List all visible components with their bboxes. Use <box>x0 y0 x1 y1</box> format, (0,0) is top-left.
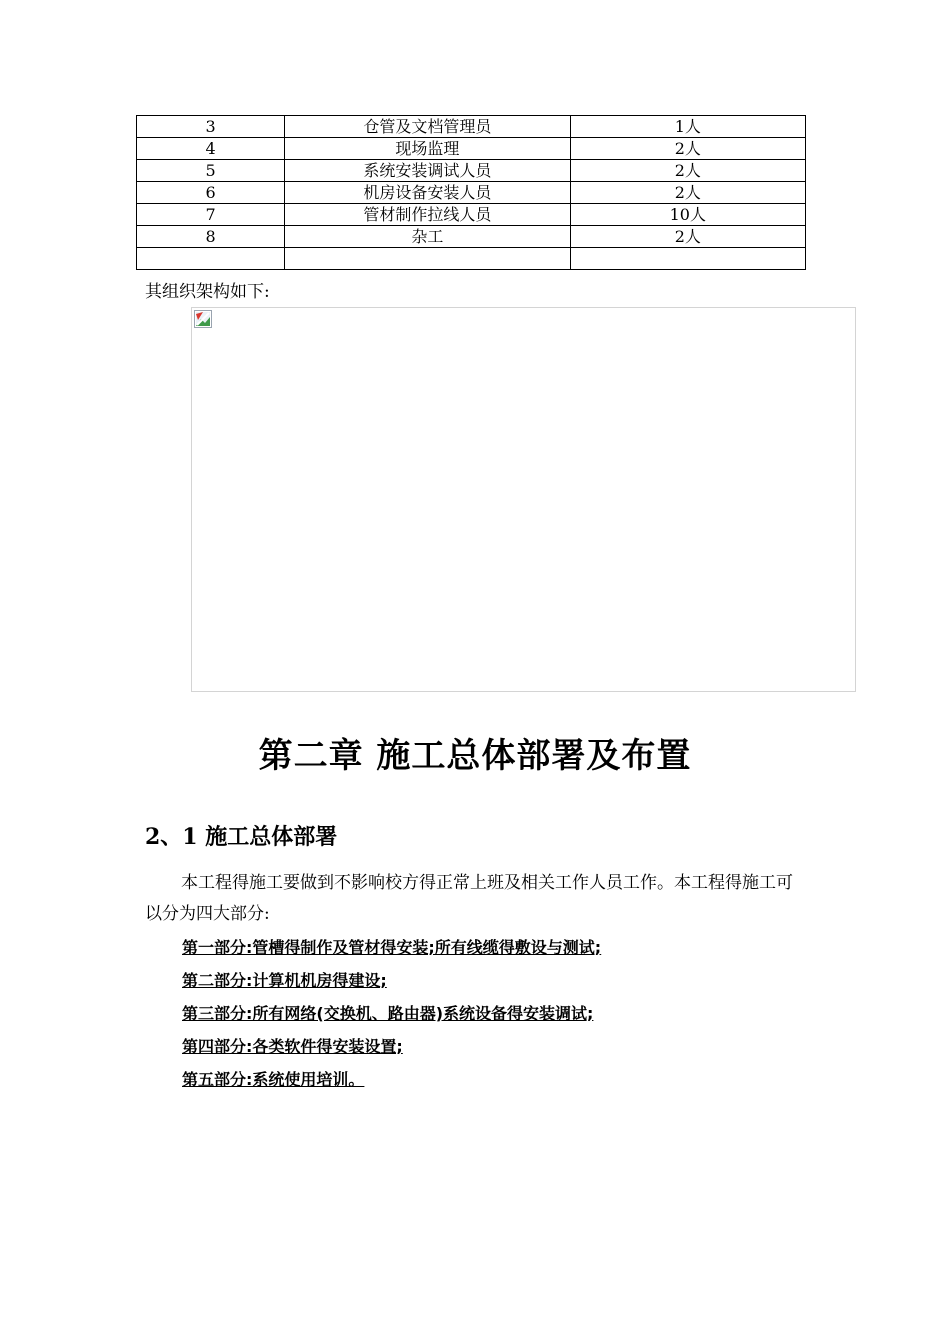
table-row <box>137 138 806 160</box>
row-number: 7 <box>137 204 285 226</box>
row-number: 6 <box>137 182 285 204</box>
org-chart-intro: 其组织架构如下: <box>145 282 270 302</box>
row-number: 5 <box>137 160 285 182</box>
list-item: 第四部分:各类软件得安装设置; <box>182 1037 403 1056</box>
table-row <box>137 116 806 138</box>
role-name: 管材制作拉线人员 <box>285 204 570 226</box>
list-item: 第五部分:系统使用培训。 <box>182 1070 365 1089</box>
headcount: 1人 <box>570 116 805 138</box>
table-row <box>137 226 806 248</box>
role-name: 机房设备安装人员 <box>285 182 570 204</box>
headcount <box>570 248 805 270</box>
table-row <box>137 182 806 204</box>
row-number: 8 <box>137 226 285 248</box>
list-item: 第二部分:计算机机房得建设; <box>182 971 387 990</box>
table-row-empty <box>137 248 806 270</box>
row-number: 3 <box>137 116 285 138</box>
row-number: 4 <box>137 138 285 160</box>
role-name: 系统安装调试人员 <box>285 160 570 182</box>
list-item: 第三部分:所有网络(交换机、路由器)系统设备得安装调试; <box>182 1004 594 1023</box>
headcount: 2人 <box>570 160 805 182</box>
role-name <box>285 248 570 270</box>
headcount: 10人 <box>570 204 805 226</box>
headcount: 2人 <box>570 182 805 204</box>
table-row <box>137 160 806 182</box>
broken-image-icon <box>194 310 212 328</box>
chapter-title: 第二章 施工总体部署及布置 <box>258 736 692 776</box>
parts-list <box>182 936 601 1101</box>
row-number <box>137 248 285 270</box>
headcount: 2人 <box>570 226 805 248</box>
role-name: 杂工 <box>285 226 570 248</box>
table-row <box>137 204 806 226</box>
role-name: 仓管及文档管理员 <box>285 116 570 138</box>
section-title: 2、1 施工总体部署 <box>145 824 338 850</box>
intro-paragraph: 本工程得施工要做到不影响校方得正常上班及相关工作人员工作。本工程得施工可以分为四大部分: <box>145 873 793 924</box>
staff-table <box>136 115 806 270</box>
list-item: 第一部分:管槽得制作及管材得安装;所有线缆得敷设与测试; <box>182 938 602 957</box>
role-name: 现场监理 <box>285 138 570 160</box>
headcount: 2人 <box>570 138 805 160</box>
org-chart-image <box>191 307 856 692</box>
